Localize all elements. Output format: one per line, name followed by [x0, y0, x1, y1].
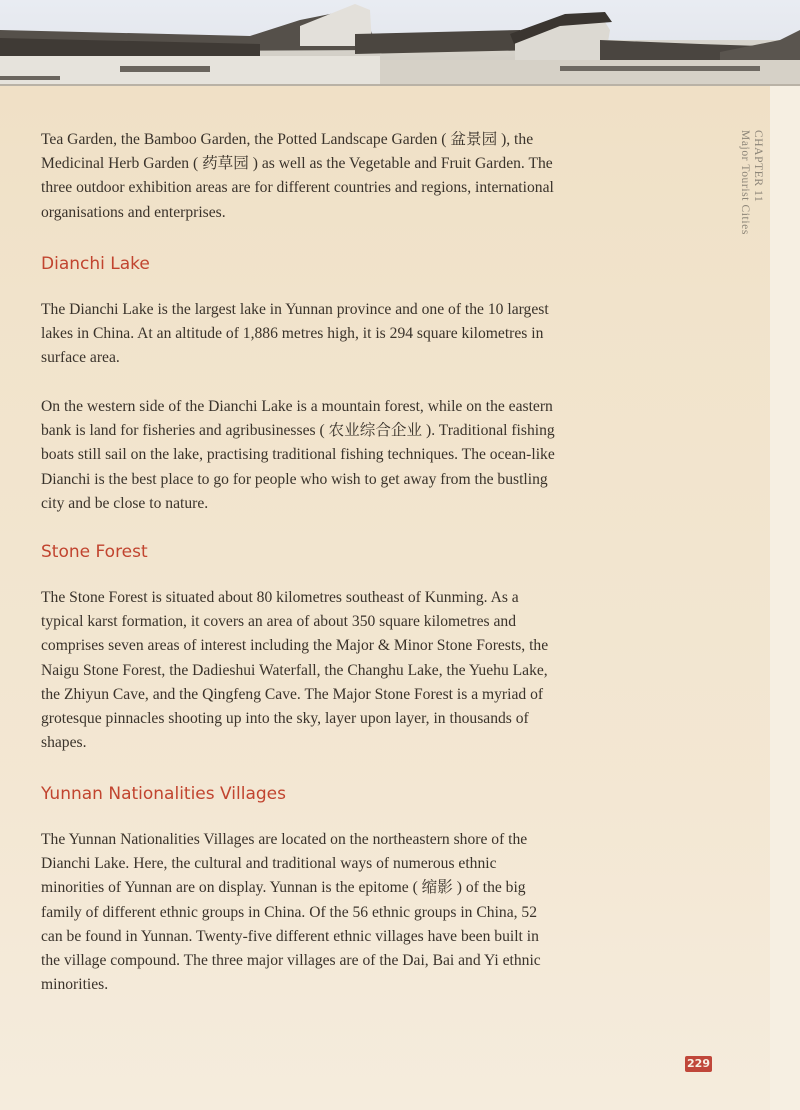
rooftops-illustration	[0, 0, 800, 86]
dianchi-paragraph-1: The Dianchi Lake is the largest lake in Yunnan province and one of the 10 largest lakes in China. At an altitude of 1,886 metres high, it is 294 square kilometres in surface area.	[41, 301, 549, 367]
header-photo-huizhou-rooftops	[0, 0, 800, 86]
page-number-badge: 229	[685, 1056, 712, 1072]
intro-paragraph: Tea Garden, the Bamboo Garden, the Potted Landscape Garden ( 盆景园 ), the Medicinal Herb Garden ( 药草园 ) as well as the Vegetable and Fruit Garden. The three outdoor exhibition areas are for different countries and regions, international organisations and enterprises.	[41, 131, 554, 221]
section-heading-dianchi-lake: Dianchi Lake	[41, 254, 150, 274]
stone-forest-paragraph: The Stone Forest is situated about 80 kilometres southeast of Kunming. As a typical karst formation, it covers an area of about 350 square kilometres and comprises seven areas of interest including the Major & Minor Stone Forests, the Naigu Stone Forest, the Dadieshui Waterfall, the Changhu Lake, the Yuehu Lake, the Zhiyun Cave, and the Qingfeng Cave. The Major Stone Forest is a myriad of grotesque pinnacles shooting up into the sky, layer upon layer, in thousands of shapes.	[41, 589, 549, 752]
villages-paragraph: The Yunnan Nationalities Villages are located on the northeastern shore of the Dianchi Lake. Here, the cultural and traditional ways of numerous ethnic minorities of Yunnan are on display. Yunnan is the epitome ( 缩影 ) of the big family of different ethnic groups in China. Of the 56 ethnic groups in China, 52 can be found in Yunnan. Twenty-five different ethnic villages have been built in the village compound. The three major villages are of the Dai, Bai and Yi ethnic minorities.	[41, 831, 541, 994]
running-head	[738, 130, 764, 235]
page-margin-strip	[770, 80, 800, 1110]
running-head-chapter: CHAPTER 11	[752, 130, 764, 203]
section-heading-stone-forest: Stone Forest	[41, 542, 148, 562]
section-heading-nationalities-villages: Yunnan Nationalities Villages	[41, 784, 286, 804]
dianchi-paragraph-2: On the western side of the Dianchi Lake is a mountain forest, while on the eastern bank is land for fisheries and agribusinesses ( 农业综合企业 ). Traditional fishing boats still sail on the lake, practising traditional fishing techniques. The ocean-like Dianchi is the best place to go for people who wish to get away from the bustling city and be close to nature.	[41, 398, 555, 512]
running-head-title: Major Tourist Cities	[739, 130, 751, 235]
